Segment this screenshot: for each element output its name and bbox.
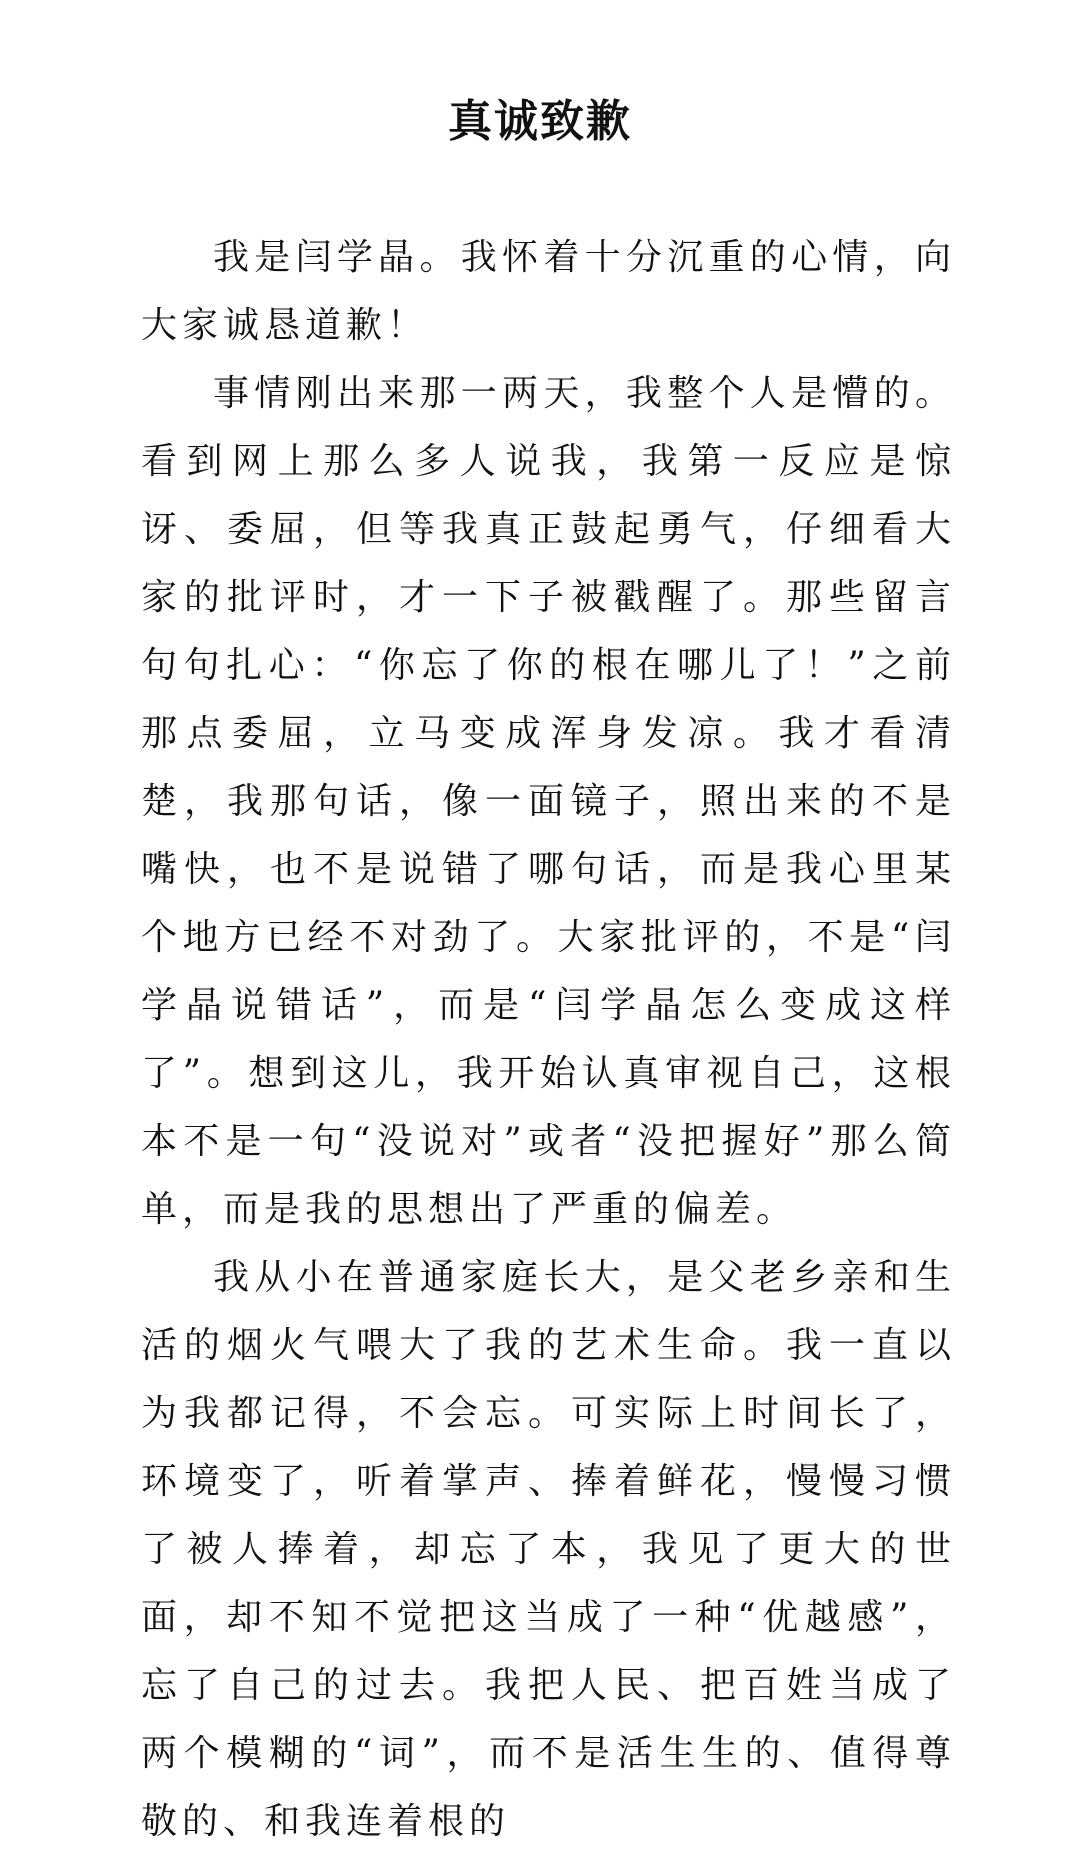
paragraph-3: 我从小在普通家庭长大，是父老乡亲和生活的烟火气喂大了我的艺术生命。我一直以为我都记得，不会忘。可实际上时间长了，环境变了，听着掌声、捧着鲜花，慢慢习惯了被人捧着，却忘了本，我见了更大的世面，却不知不觉把这当成了一种“优越感”，忘了自己的过去。我把人民、把百姓当成了两个模糊的“词”，而不是活生生的、值得尊敬的、和我连着根的 — [141, 1257, 956, 1842]
paragraph-1: 我是闫学晶。我怀着十分沉重的心情，向大家诚恳道歉！ — [141, 237, 956, 346]
paragraph-2: 事情刚出来那一两天，我整个人是懵的。看到网上那么多人说我，我第一反应是惊讶、委屈，但等我真正鼓起勇气，仔细看大家的批评时，才一下子被戳醒了。那些留言句句扎心：“你忘了你的根在哪儿了！”之前那点委屈，立马变成浑身发凉。我才看清楚，我那句话，像一面镜子，照出来的不是嘴快，也不是说错了哪句话，而是我心里某个地方已经不对劲了。大家批评的，不是“闫学晶说错话”，而是“闫学晶怎么变成这样了”。想到这儿，我开始认真审视自己，这根本不是一句“没说对”或者“没把握好”那么简单，而是我的思想出了严重的偏差。 — [141, 373, 956, 1230]
document-body — [141, 224, 956, 1856]
document-title: 真诚致歉 — [448, 96, 632, 147]
